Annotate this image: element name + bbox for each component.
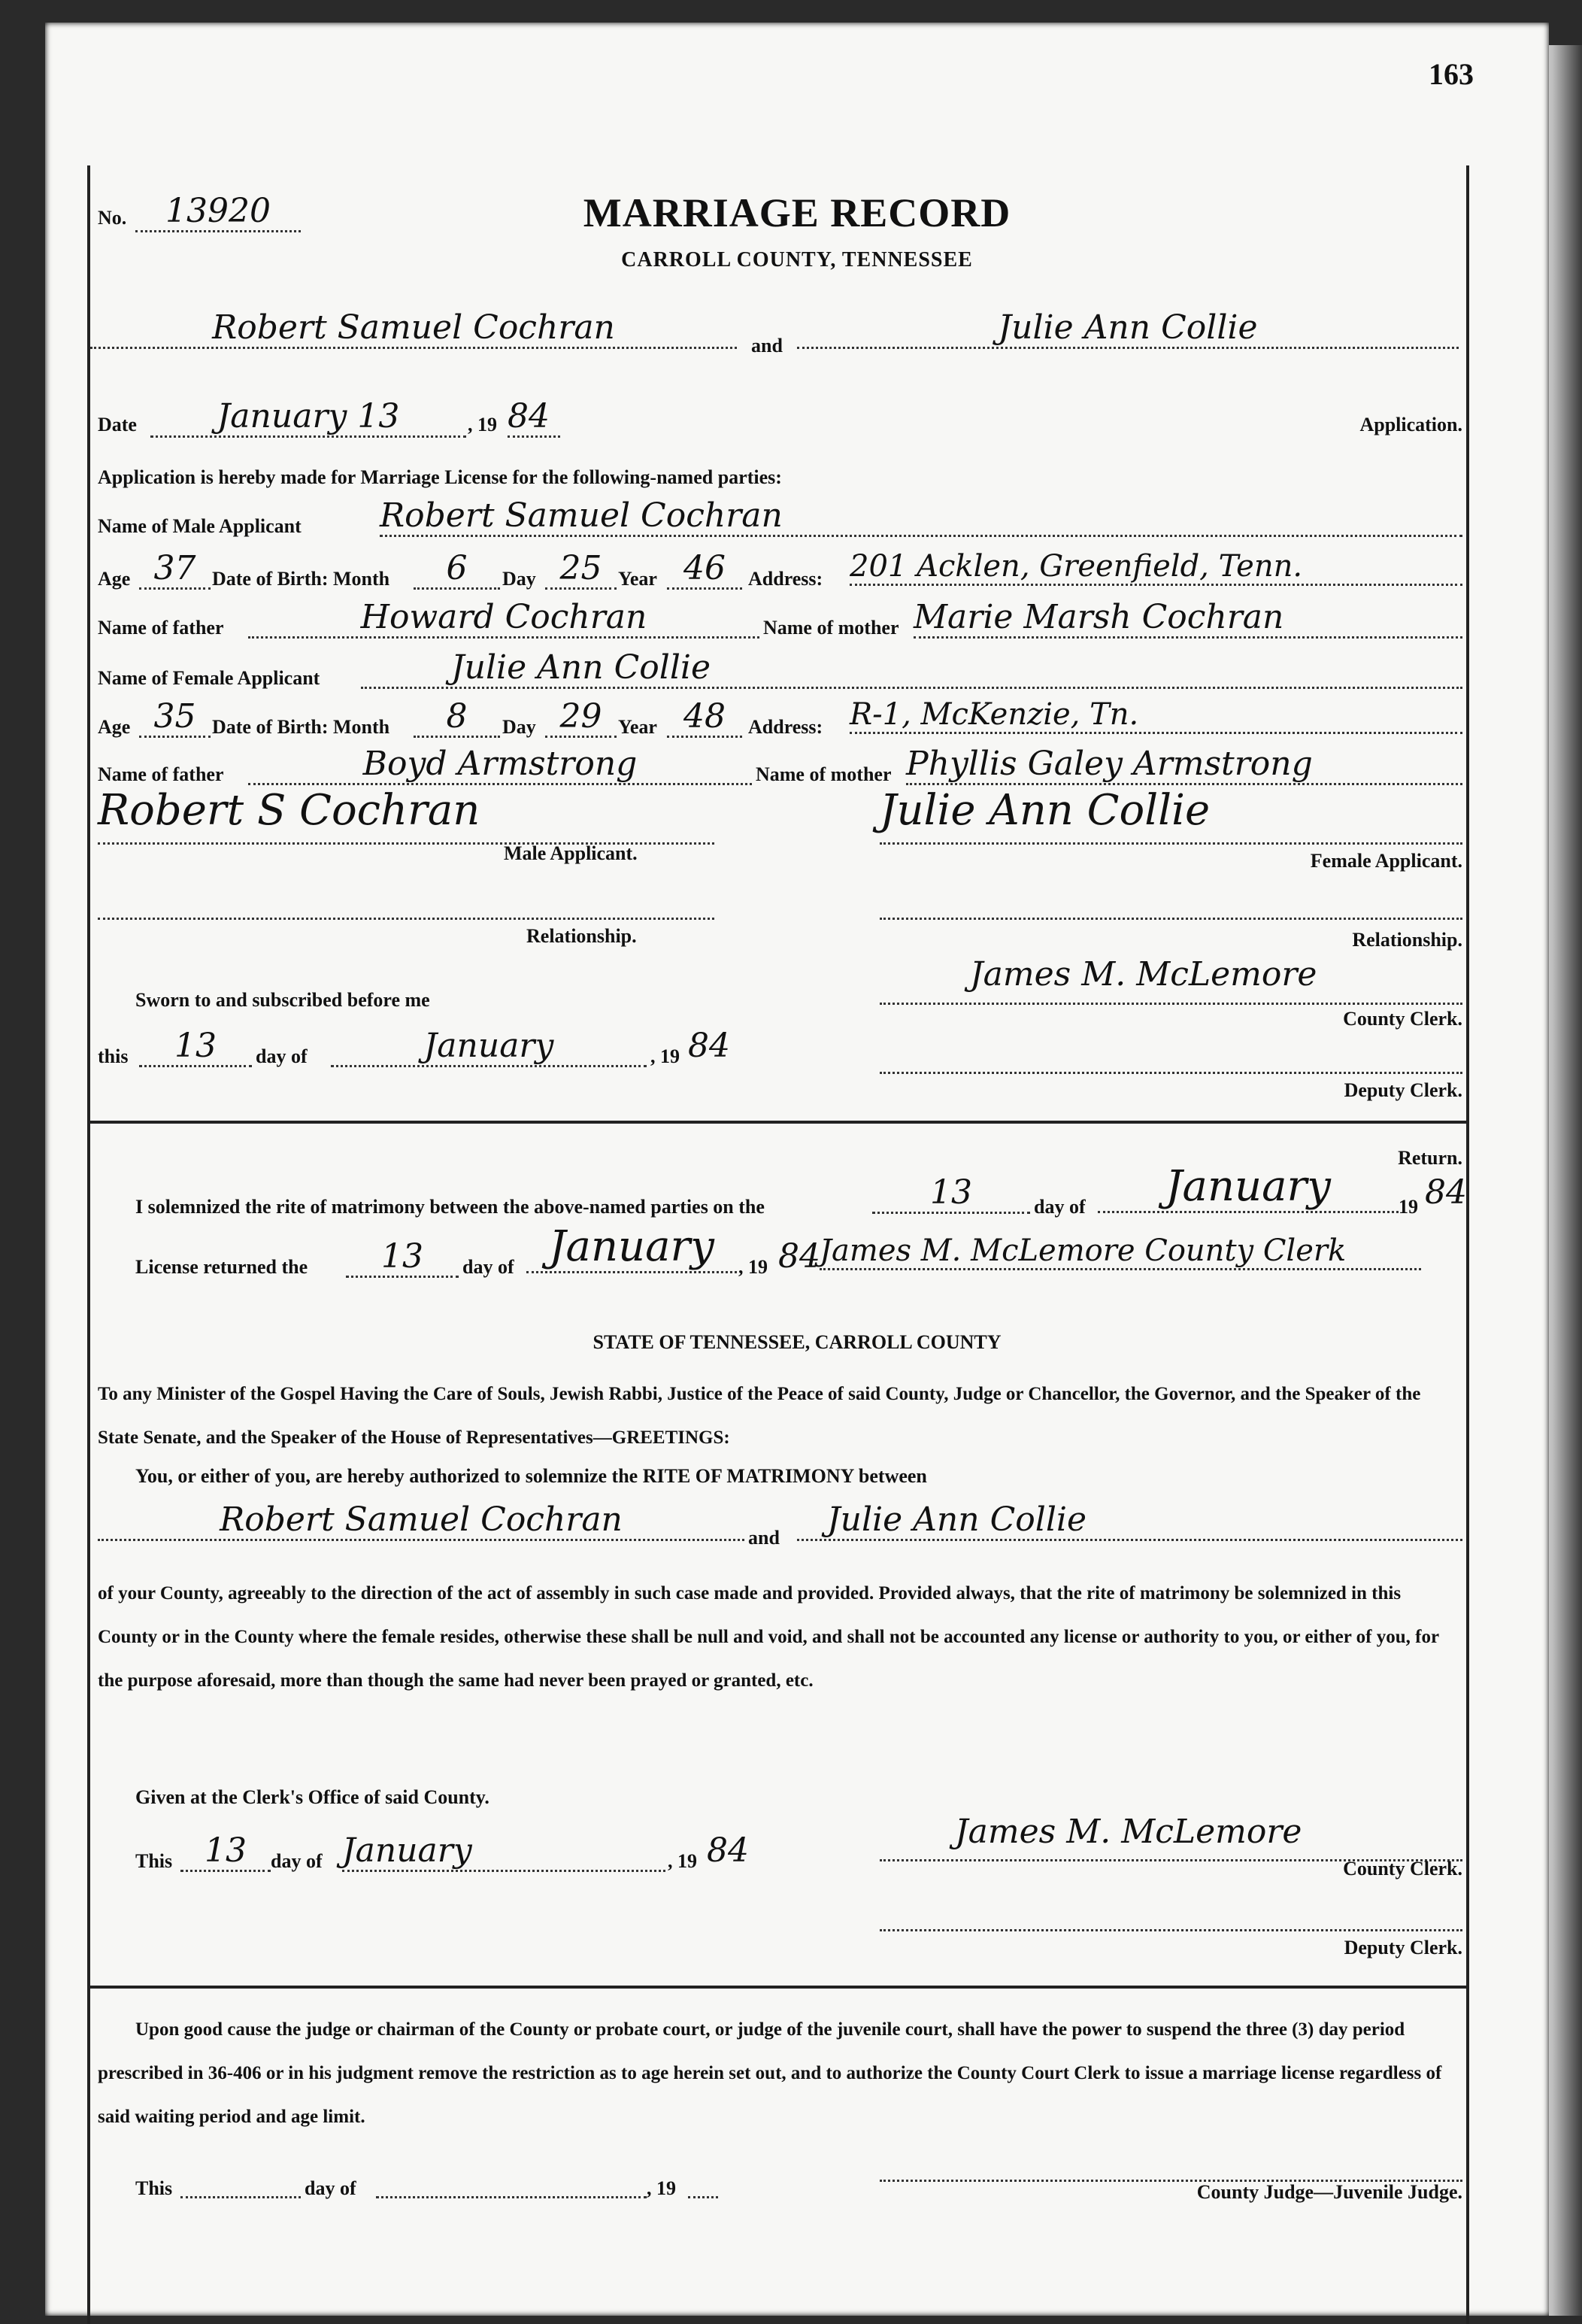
record-subtitle: CARROLL COUNTY, TENNESSEE xyxy=(621,248,973,272)
female-father-name: Boyd Armstrong xyxy=(248,745,752,785)
female-signature-line xyxy=(880,842,1462,845)
male-day-label: Day xyxy=(502,568,536,590)
license-day-of-label: day of xyxy=(271,1850,323,1872)
and-label: and xyxy=(751,335,783,356)
state-heading: STATE OF TENNESSEE, CARROLL COUNTY xyxy=(592,1331,1002,1353)
application-intro: Application is hereby made for Marriage License for the following-named parties: xyxy=(98,466,782,488)
application-year: 84 xyxy=(508,397,560,438)
license-bride-name: Julie Ann Collie xyxy=(797,1500,1462,1541)
female-address: R-1, McKenzie, Tn. xyxy=(850,697,1462,734)
male-address: 201 Acklen, Greenfield, Tenn. xyxy=(850,549,1462,586)
application-deputy-clerk-caption: Deputy Clerk. xyxy=(1344,1079,1462,1101)
return-label: Return. xyxy=(1398,1147,1462,1169)
male-applicant-caption: Male Applicant. xyxy=(504,842,638,864)
license-county-clerk-caption: County Clerk. xyxy=(1343,1858,1462,1880)
returned-year-prefix: , 19 xyxy=(738,1256,768,1278)
female-birth-month: 8 xyxy=(414,697,500,738)
male-mother-name: Marie Marsh Cochran xyxy=(914,598,1462,639)
male-relationship-caption: Relationship. xyxy=(526,925,637,947)
waiver-text: Upon good cause the judge or chairman of the County or probate court, or judge of the juvenile court, shall have the power to suspend the three (3) day period prescribed in 36-406 or in his judgment remove the restriction as to age herein set out, and to authorize the County Court Clerk to issue a marriage license regardless of said waiting period and age limit. xyxy=(98,2019,1442,2127)
application-clerk-signature: James M. McLemore xyxy=(970,955,1317,994)
female-mother-name: Phyllis Galey Armstrong xyxy=(906,745,1462,785)
female-relationship-caption: Relationship. xyxy=(1352,929,1462,951)
footer-day-of-label: day of xyxy=(305,2177,356,2199)
authorized-text: You, or either of you, are hereby authorized to solemnize the RITE OF MATRIMONY between xyxy=(135,1465,927,1487)
solemn-day: 13 xyxy=(872,1173,1030,1214)
footer-divider xyxy=(90,1986,1466,1989)
female-day-label: Day xyxy=(502,716,536,738)
female-relationship-line xyxy=(880,918,1462,920)
license-body-text: of your County, agreeably to the direction of the act of assembly in such case made and provided. Provided always, that the rite of matrimony be solemnized in this County or in the County where the female resides, otherwise these shall be null and void, and shall not be accounted any license or authority to you, or either of you, for the purpose aforesaid, more than though the same had never been prayed or granted, etc. xyxy=(98,1583,1439,1691)
record-number-label: No. xyxy=(98,207,127,229)
solemn-year-prefix: 19 xyxy=(1399,1196,1418,1218)
female-age-label: Age xyxy=(98,716,131,738)
license-year: 84 xyxy=(707,1831,749,1870)
footer-this-label: This xyxy=(135,2177,173,2199)
female-applicant-label: Name of Female Applicant xyxy=(98,667,320,689)
groom-name-header: Robert Samuel Cochran xyxy=(90,308,737,349)
female-age: 35 xyxy=(139,697,211,738)
record-title: MARRIAGE RECORD xyxy=(583,190,1011,235)
returned-day: 13 xyxy=(346,1237,459,1278)
record-page xyxy=(45,23,1549,2316)
application-county-clerk-caption: County Clerk. xyxy=(1343,1008,1462,1030)
footer-month-blank xyxy=(376,2196,647,2198)
female-year-label: Year xyxy=(618,716,657,738)
male-applicant-signature: Robert S Cochran xyxy=(98,786,480,835)
female-birth-day: 29 xyxy=(545,697,617,738)
sworn-year-prefix: , 19 xyxy=(650,1045,680,1067)
footer-day-blank xyxy=(180,2196,301,2198)
male-year-label: Year xyxy=(618,568,657,590)
solemn-day-of-label: day of xyxy=(1034,1196,1086,1218)
given-text: Given at the Clerk's Office of said County. xyxy=(135,1786,489,1808)
sworn-month: January xyxy=(331,1027,647,1067)
sworn-year: 84 xyxy=(688,1027,730,1065)
male-age-label: Age xyxy=(98,568,131,590)
judge-caption: County Judge—Juvenile Judge. xyxy=(1196,2181,1462,2203)
license-deputy-clerk-line xyxy=(880,1929,1462,1931)
male-birth-year: 46 xyxy=(667,549,742,590)
male-applicant-label: Name of Male Applicant xyxy=(98,515,302,537)
male-mother-label: Name of mother xyxy=(763,617,899,639)
female-applicant-caption: Female Applicant. xyxy=(1310,850,1462,872)
license-year-prefix: , 19 xyxy=(668,1850,697,1872)
footer-year-blank xyxy=(688,2196,718,2198)
solemn-year: 84 xyxy=(1425,1173,1467,1212)
male-birth-month: 6 xyxy=(414,549,500,590)
sworn-label: Sworn to and subscribed before me xyxy=(135,989,430,1011)
female-applicant-signature: Julie Ann Collie xyxy=(880,786,1211,835)
male-birth-day: 25 xyxy=(545,549,617,590)
bride-name-header: Julie Ann Collie xyxy=(797,308,1459,349)
male-applicant-name: Robert Samuel Cochran xyxy=(380,496,1462,537)
male-age: 37 xyxy=(139,549,211,590)
license-this-label: This xyxy=(135,1850,173,1872)
solemnized-text: I solemnized the rite of matrimony between the above-named parties on the xyxy=(135,1196,765,1218)
application-label: Application. xyxy=(1359,414,1462,435)
license-returned-label: License returned the xyxy=(135,1256,308,1278)
date-label: Date xyxy=(98,414,137,435)
female-address-label: Address: xyxy=(748,716,823,738)
returned-day-of-label: day of xyxy=(462,1256,514,1278)
female-mother-label: Name of mother xyxy=(756,763,892,785)
section-divider xyxy=(90,1121,1466,1124)
sworn-this-label: this xyxy=(98,1045,129,1067)
returned-month: January xyxy=(526,1222,737,1273)
license-month: January xyxy=(342,1831,665,1872)
footer-year-prefix: , 19 xyxy=(647,2177,676,2199)
deputy-clerk-line xyxy=(880,1072,1462,1074)
license-groom-name: Robert Samuel Cochran xyxy=(98,1500,744,1541)
page-number: 163 xyxy=(1429,57,1474,91)
sworn-day-of-label: day of xyxy=(256,1045,308,1067)
male-address-label: Address: xyxy=(748,568,823,590)
sworn-day: 13 xyxy=(139,1027,252,1067)
returned-clerk-signature: James M. McLemore County Clerk xyxy=(820,1233,1421,1270)
solemn-month: January xyxy=(1098,1162,1399,1213)
male-father-name: Howard Cochran xyxy=(248,598,759,639)
male-father-label: Name of father xyxy=(98,617,224,639)
male-dob-label: Date of Birth: Month xyxy=(212,568,390,590)
returned-year: 84 xyxy=(778,1237,820,1276)
record-number: 13920 xyxy=(135,192,301,232)
female-birth-year: 48 xyxy=(667,697,742,738)
female-dob-label: Date of Birth: Month xyxy=(212,716,390,738)
license-clerk-signature: James M. McLemore xyxy=(955,1813,1302,1851)
male-relationship-line xyxy=(98,918,714,920)
county-clerk-line xyxy=(880,1003,1462,1005)
female-applicant-name: Julie Ann Collie xyxy=(361,648,1462,689)
license-and-label: and xyxy=(748,1527,780,1549)
female-father-label: Name of father xyxy=(98,763,224,785)
license-day: 13 xyxy=(180,1831,271,1872)
greeting-text: To any Minister of the Gospel Having the Care of Souls, Jewish Rabbi, Justice of the Peace of said County, Judge or Chancellor, the Governor, and the Speaker of the State Senate, and the Speaker of the House of Representatives—GREETINGS: xyxy=(98,1384,1421,1448)
date-year-prefix: , 19 xyxy=(468,414,497,435)
license-deputy-clerk-caption: Deputy Clerk. xyxy=(1344,1937,1462,1958)
application-date: January 13 xyxy=(150,397,466,438)
